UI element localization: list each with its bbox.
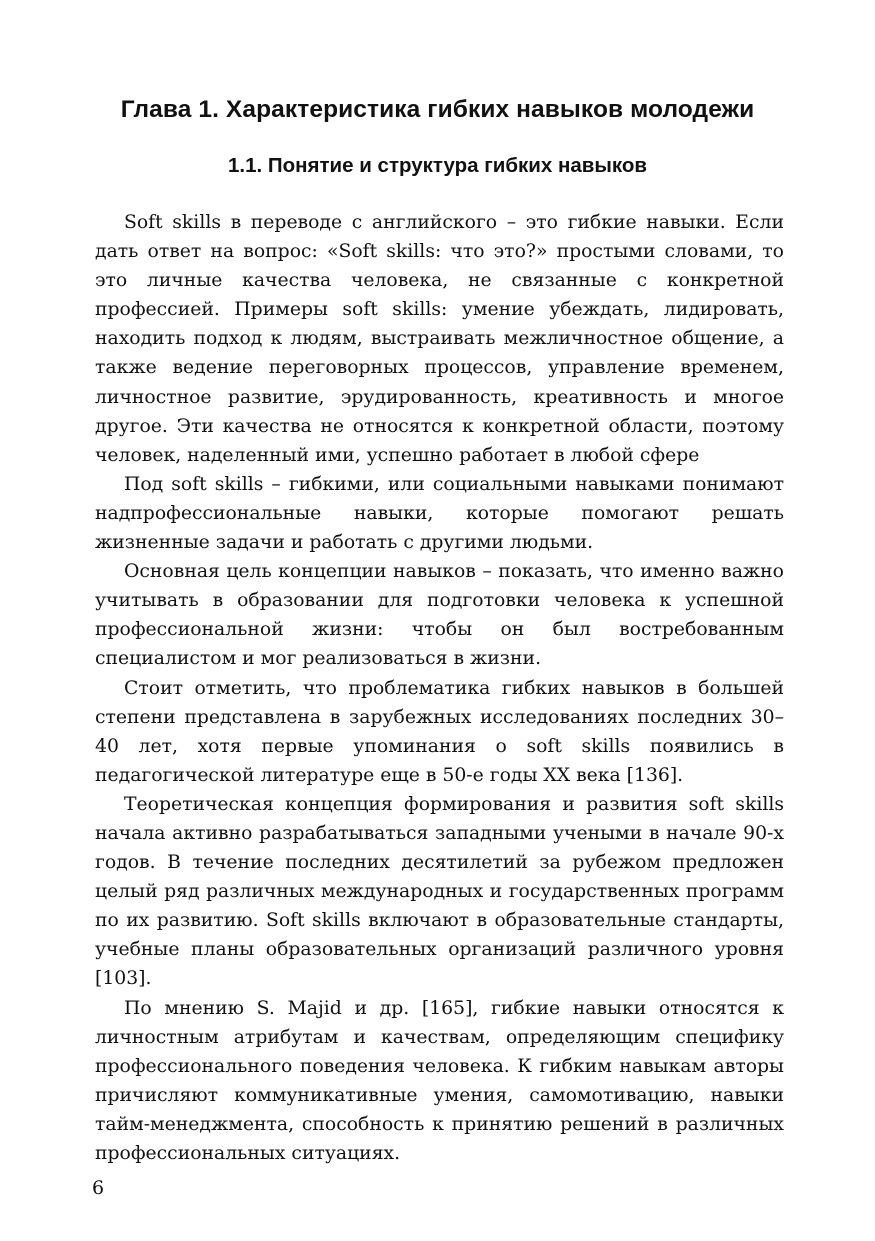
paragraph: По мнению S. Majid и др. [165], гибкие навыки относятся к личностным атрибутам и качествам, определяющим специфику профессионального поведения человека. К гибким навыкам авторы причисляют коммуникативные умения, самомотивацию, навыки тайм-менеджмента, способность к принятию решений в различных профессиональных ситуациях.	[95, 997, 784, 1164]
section-title: 1.1. Понятие и структура гибких навыков	[228, 154, 647, 177]
paragraph: Под soft skills – гибкими, или социальными навыками понимают надпрофессиональные навыки, которые помогают решать жизненные задачи и работать с другими людьми.	[95, 473, 784, 554]
page-number: 6	[92, 1177, 105, 1199]
paragraph: Soft skills в переводе с английского – это гибкие навыки. Если дать ответ на вопрос: «Soft skills: что это?» простыми словами, то это личные качества человека, не связанные с конкретной профессией. Примеры soft skills: умение убеждать, лидировать, находить подход к людям, выстраивать межличностное общение, а также ведение переговорных процессов, управление временем, личностное развитие, эрудированность, креативность и многое другое. Эти качества не относятся к конкретной области, поэтому человек, наделенный ими, успешно работает в любой сфере	[95, 212, 784, 466]
paragraph: Стоит отметить, что проблематика гибких навыков в большей степени представлена в зарубежных исследованиях последних 30–40 лет, хотя первые упоминания о soft skills появились в педагогической литературе еще в 50-е годы XX века [136].	[95, 677, 784, 786]
paragraph: Теоретическая концепция формирования и развития soft skills начала активно разрабатываться западными учеными в начале 90-х годов. В течение последних десятилетий за рубежом предложен целый ряд различных международных и государственных программ по их развитию. Soft skills включают в образовательные стандарты, учебные планы образовательных организаций различного уровня [103].	[95, 793, 784, 990]
chapter-title: Глава 1. Характеристика гибких навыков молодежи	[120, 96, 755, 123]
paragraph: Основная цель концепции навыков – показать, что именно важно учитывать в образовании для подготовки человека к успешной профессиональной жизни: чтобы он был востребованным специалистом и мог реализоваться в жизни.	[95, 561, 784, 670]
body-text	[95, 208, 784, 1168]
